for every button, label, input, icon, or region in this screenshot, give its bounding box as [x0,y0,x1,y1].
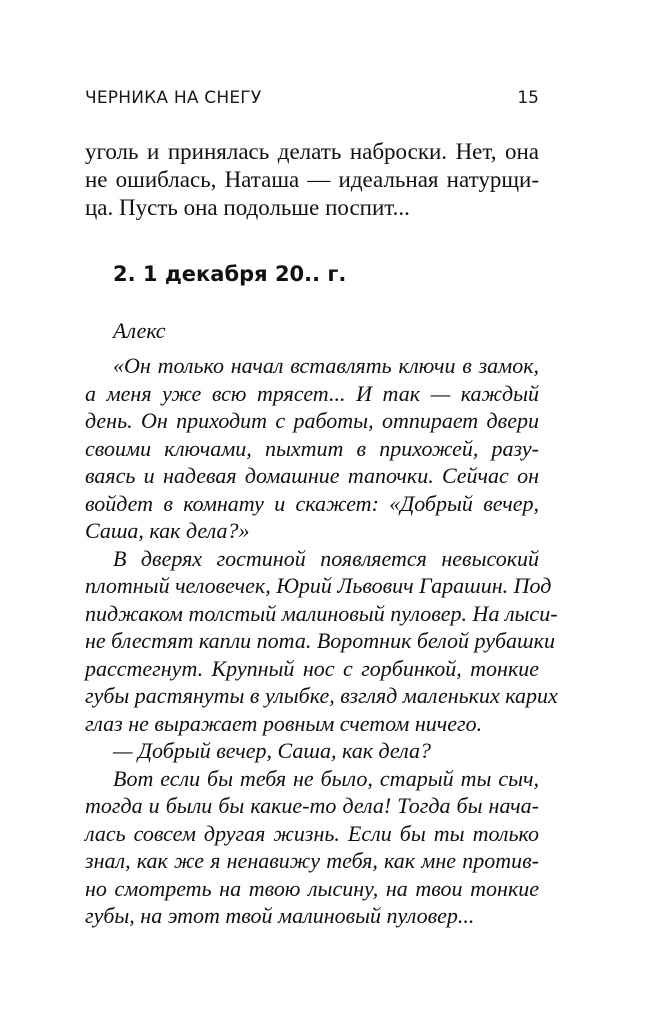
text-line: плотный человечек, Юрий Львович Гарашин. Под [85,573,552,598]
text-line: своими ключами, пыхтит в прихожей, разу- [85,435,539,461]
text-line: В дверях гостиной появляется невысокий [113,545,539,571]
text-line: «Он только начал вставлять ключи в замок, [113,353,539,378]
chapter-heading: 2. 1 декабря 20.. г. [113,262,347,286]
text-line: губы, на этот твой малиновый пуловер... [85,903,475,928]
text-line: лась совсем другая жизнь. Если бы ты только [85,820,539,846]
text-line: но смотреть на твою лысину, на твои тонкие [85,875,539,901]
page-number: 15 [517,88,539,108]
text-line: не блестят капли пота. Воротник белой рубашки [85,628,555,653]
text-line: Саша, как дела?» [85,518,250,543]
text-line: ваясь и надевая домашние тапочки. Сейчас он [85,463,539,488]
text-line: пиджаком толстый малиновый пуловер. На лыси- [85,600,558,626]
book-title: ЧЕРНИКА НА СНЕГУ [85,88,262,108]
text-line: ца. Пусть она подольше поспит... [85,195,410,220]
opening-paragraph [85,138,539,222]
text-line: расстегнут. Крупный нос с горбинкой, тонкие [85,655,539,681]
running-head [85,88,539,114]
chapter-body [85,352,558,930]
text-line: — Добрый вечер, Саша, как дела? [113,738,431,763]
text-line: тогда и были бы какие-то дела! Тогда бы нача- [85,793,539,818]
narrator-name: Алекс [113,318,166,343]
text-line: а меня уже всю трясет... И так — каждый [85,380,539,406]
text-line: войдет в комнату и скажет: «Добрый вечер, [85,490,539,516]
text-line: глаз не выражает ровным счетом ничего. [85,710,483,736]
text-line: день. Он приходит с работы, отпирает двери [85,408,539,433]
text-line: не ошиблась, Наташа — идеальная натурщи- [85,167,539,192]
text-line: Вот если бы тебя не было, старый ты сыч, [113,765,539,791]
text-line: уголь и принялась делать наброски. Нет, она [85,139,539,164]
text-line: знал, как же я ненавижу тебя, как мне против- [85,848,539,873]
text-line: губы растянуты в улыбке, взгляд маленьких карих [85,683,558,708]
